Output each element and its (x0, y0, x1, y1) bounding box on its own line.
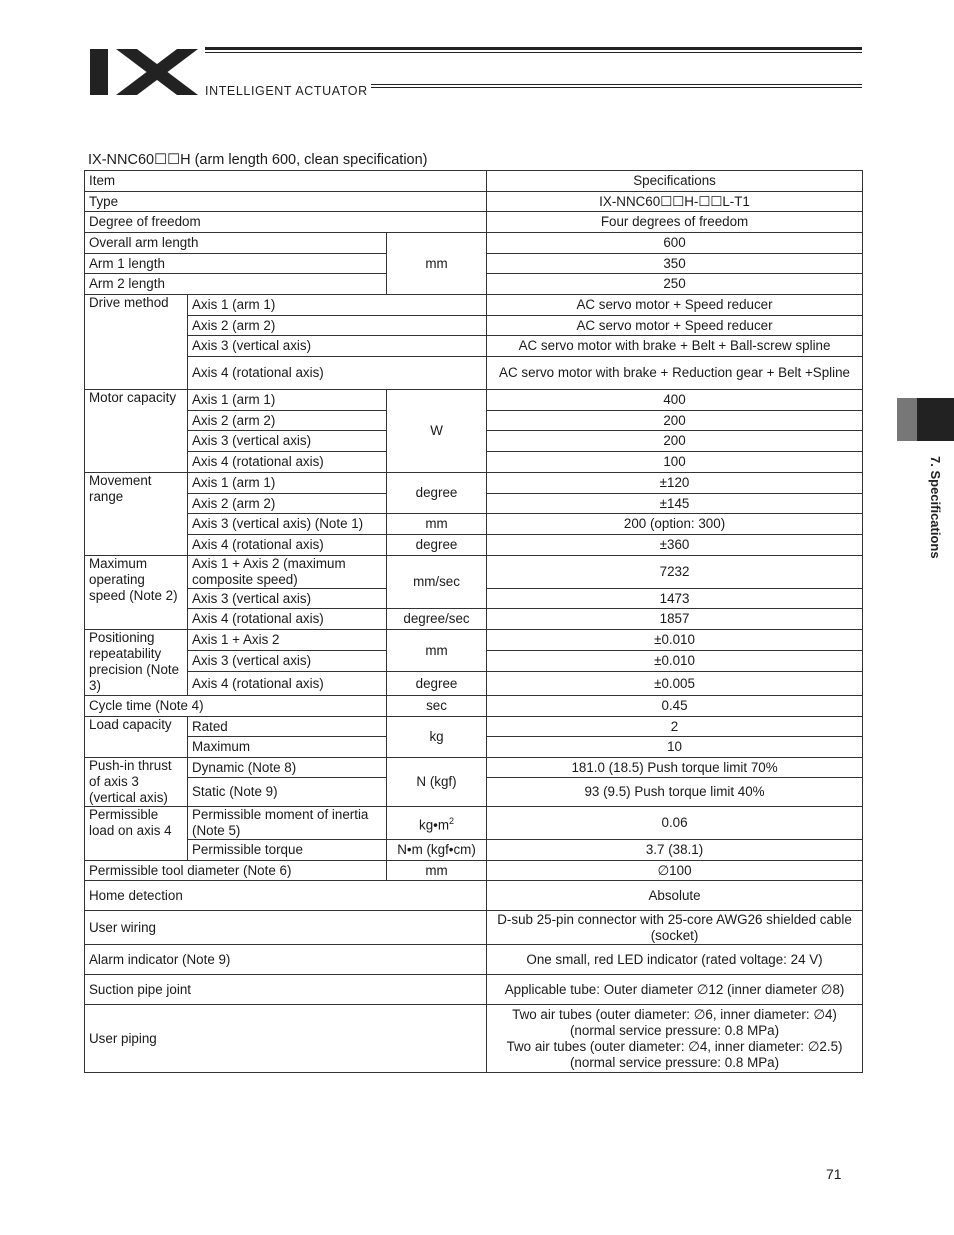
sub-item-label: Dynamic (Note 8) (188, 758, 387, 778)
table-row (85, 336, 863, 357)
unit-cell: mm (387, 630, 487, 672)
table-row (85, 295, 863, 316)
spec-value: 350 (487, 254, 863, 274)
spec-value: 10 (487, 737, 863, 758)
unit-cell: mm (387, 861, 487, 881)
item-label: Overall arm length (85, 233, 387, 254)
side-tab-shade (897, 398, 917, 441)
spec-value: 200 (option: 300) (487, 514, 863, 535)
header-rule-top-2 (205, 52, 862, 53)
side-tab-marker (917, 398, 954, 441)
unit-cell: N (kgf) (387, 758, 487, 807)
table-row (85, 316, 863, 336)
group-label: Motor capacity (85, 390, 188, 473)
spec-value: Four degrees of freedom (487, 212, 863, 233)
item-label: Home detection (85, 881, 487, 911)
spec-value (487, 1005, 863, 1073)
table-row (85, 1005, 863, 1073)
unit-cell: sec (387, 696, 487, 717)
item-label: User wiring (85, 911, 487, 945)
spec-line: Two air tubes (outer diameter: ∅4, inner diameter: ∅2.5) (506, 1038, 843, 1054)
spec-value: ±0.005 (487, 672, 863, 696)
spec-value: 200 (487, 411, 863, 431)
sub-item-label: Axis 3 (vertical axis) (188, 651, 387, 672)
group-label: Movement range (85, 473, 188, 556)
item-label: Cycle time (Note 4) (85, 696, 387, 717)
table-row (85, 473, 863, 494)
unit-cell: kg (387, 717, 487, 758)
header-rule-bottom-2 (371, 87, 862, 88)
table-row (85, 171, 863, 192)
sub-item-label: Axis 2 (arm 2) (188, 316, 487, 336)
unit-cell: mm (387, 514, 487, 535)
spec-line: (normal service pressure: 0.8 MPa) (569, 1022, 780, 1038)
spec-value: 400 (487, 390, 863, 411)
spec-value: AC servo motor + Speed reducer (487, 316, 863, 336)
unit-cell: degree (387, 535, 487, 556)
sub-item-label: Axis 3 (vertical axis) (Note 1) (188, 514, 387, 535)
item-label: Arm 1 length (85, 254, 387, 274)
sub-item-label: Permissible moment of inertia (Note 5) (188, 807, 387, 840)
table-row (85, 357, 863, 390)
sub-item-label: Static (Note 9) (188, 778, 387, 807)
unit-exponent: 2 (449, 815, 455, 826)
item-label: Suction pipe joint (85, 975, 487, 1005)
table-title: IX-NNC60☐☐H (arm length 600, clean specification) (88, 152, 428, 168)
group-label: Load capacity (85, 717, 188, 758)
item-label: Type (85, 192, 487, 212)
spec-value: 0.45 (487, 696, 863, 717)
spec-value: Applicable tube: Outer diameter ∅12 (inner diameter ∅8) (487, 975, 863, 1005)
group-label: Push-in thrust of axis 3 (vertical axis) (85, 758, 188, 807)
table-row (85, 881, 863, 911)
item-label: Alarm indicator (Note 9) (85, 945, 487, 975)
table-row (85, 672, 863, 696)
header-rule-top-1 (205, 47, 862, 50)
sub-item-label: Axis 2 (arm 2) (188, 494, 387, 514)
spec-value: One small, red LED indicator (rated voltage: 24 V) (487, 945, 863, 975)
table-row (85, 696, 863, 717)
table-row (85, 233, 863, 254)
sub-item-label: Axis 3 (vertical axis) (188, 336, 487, 357)
table-row (85, 192, 863, 212)
chapter-label: 7. Specifications (928, 456, 943, 559)
spec-value: IX-NNC60☐☐H-☐☐L-T1 (487, 192, 863, 212)
sub-item-label: Axis 3 (vertical axis) (188, 589, 387, 609)
sub-item-label: Axis 4 (rotational axis) (188, 357, 487, 390)
sub-item-label: Axis 1 + Axis 2 (188, 630, 387, 651)
spec-value: 3.7 (38.1) (487, 840, 863, 861)
group-label: Permissible load on axis 4 (85, 807, 188, 861)
item-label: Arm 2 length (85, 274, 387, 295)
unit-cell: W (387, 390, 487, 473)
spec-value: 100 (487, 452, 863, 473)
sub-item-label: Axis 4 (rotational axis) (188, 672, 387, 696)
item-label: Permissible tool diameter (Note 6) (85, 861, 387, 881)
spec-value: 7232 (487, 556, 863, 589)
table-row (85, 556, 863, 589)
table-row (85, 911, 863, 945)
unit-cell: degree (387, 473, 487, 514)
sub-item-label: Axis 4 (rotational axis) (188, 535, 387, 556)
sub-item-label: Axis 4 (rotational axis) (188, 609, 387, 630)
item-label: Degree of freedom (85, 212, 487, 233)
table-row (85, 840, 863, 861)
group-label: Maximum operating speed (Note 2) (85, 556, 188, 630)
unit-cell: N•m (kgf•cm) (387, 840, 487, 861)
spec-value: ±0.010 (487, 651, 863, 672)
table-row (85, 535, 863, 556)
spec-value: 0.06 (487, 807, 863, 840)
spec-value: AC servo motor with brake + Belt + Ball-screw spline (487, 336, 863, 357)
item-header: Item (85, 171, 487, 192)
spec-value: ±120 (487, 473, 863, 494)
table-row (85, 514, 863, 535)
spec-value: ±145 (487, 494, 863, 514)
spec-value: 1473 (487, 589, 863, 609)
sub-item-label: Maximum (188, 737, 387, 758)
table-row (85, 975, 863, 1005)
header-rule-bottom-1 (371, 84, 862, 85)
sub-item-label: Axis 1 + Axis 2 (maximum composite speed) (188, 556, 387, 589)
table-row (85, 390, 863, 411)
unit-cell: mm (387, 233, 487, 295)
unit-cell: mm/sec (387, 556, 487, 609)
sub-item-label: Axis 1 (arm 1) (188, 473, 387, 494)
spec-value: 1857 (487, 609, 863, 630)
specifications-header: Specifications (487, 171, 863, 192)
ix-logo (88, 44, 200, 100)
group-label: Drive method (85, 295, 188, 390)
spec-value: ±360 (487, 535, 863, 556)
spec-value: Absolute (487, 881, 863, 911)
spec-value: 2 (487, 717, 863, 737)
sub-item-label: Axis 4 (rotational axis) (188, 452, 387, 473)
unit-cell: degree (387, 672, 487, 696)
unit-cell: degree/sec (387, 609, 487, 630)
spec-value: AC servo motor with brake + Reduction gear + Belt +Spline (487, 357, 863, 390)
spec-value: AC servo motor + Speed reducer (487, 295, 863, 316)
spec-value: 200 (487, 431, 863, 452)
spec-line: Two air tubes (outer diameter: ∅6, inner diameter: ∅4) (512, 1006, 837, 1022)
spec-value: 181.0 (18.5) Push torque limit 70% (487, 758, 863, 778)
spec-value: ±0.010 (487, 630, 863, 651)
table-row (85, 945, 863, 975)
sub-item-label: Axis 1 (arm 1) (188, 295, 487, 316)
spec-value: ∅100 (487, 861, 863, 881)
table-row (85, 212, 863, 233)
unit-cell (387, 807, 487, 840)
spec-value: 250 (487, 274, 863, 295)
sub-item-label: Permissible torque (188, 840, 387, 861)
specification-table (84, 170, 863, 1073)
table-row (85, 807, 863, 840)
item-label: User piping (85, 1005, 487, 1073)
spec-value: D-sub 25-pin connector with 25-core AWG26 shielded cable (socket) (487, 911, 863, 945)
table-row (85, 630, 863, 651)
unit-text: kg•m (419, 817, 449, 833)
logo-i-bar (90, 49, 108, 95)
table-row (85, 861, 863, 881)
page-number: 71 (826, 1166, 842, 1182)
table-row (85, 758, 863, 778)
brand-name: INTELLIGENT ACTUATOR (205, 84, 368, 98)
group-label: Positioning repeatability precision (Note 3) (85, 630, 188, 696)
table-row (85, 717, 863, 737)
spec-value: 600 (487, 233, 863, 254)
table-row (85, 609, 863, 630)
sub-item-label: Axis 1 (arm 1) (188, 390, 387, 411)
spec-line: (normal service pressure: 0.8 MPa) (569, 1054, 780, 1070)
sub-item-label: Axis 3 (vertical axis) (188, 431, 387, 452)
sub-item-label: Rated (188, 717, 387, 737)
spec-value: 93 (9.5) Push torque limit 40% (487, 778, 863, 807)
sub-item-label: Axis 2 (arm 2) (188, 411, 387, 431)
